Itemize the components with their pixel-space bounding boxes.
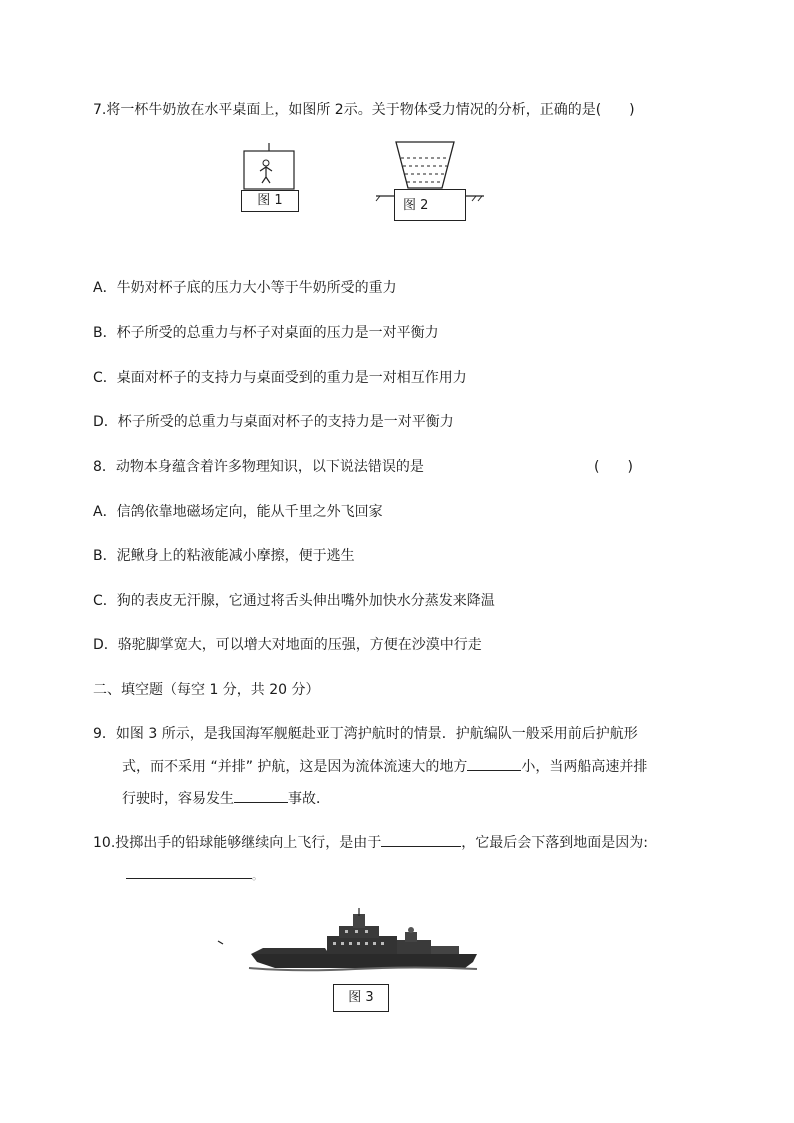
q9-blank-2[interactable] xyxy=(234,788,288,803)
q10-line-2 xyxy=(126,864,263,886)
q10-line-2-end: 。 xyxy=(252,869,263,882)
q9-line-3-text-b: 事故． xyxy=(288,791,330,807)
q7-stem: 7.将一杯牛奶放在水平桌面上，如图所 2示。关于物体受力情况的分析，正确的是( ) xyxy=(93,102,635,118)
q8-stem: 8．动物本身蕴含着许多物理知识，以下说法错误的是 xyxy=(93,459,424,475)
q7-option-c: C．桌面对杯子的支持力与桌面受到的重力是一对相互作用力 xyxy=(93,370,467,386)
q8-option-a: A．信鸽依靠地磁场定向，能从千里之外飞回家 xyxy=(93,504,383,520)
q10-blank-2[interactable] xyxy=(126,864,252,879)
q9-line-3 xyxy=(122,788,330,809)
figure-3-label: 图 3 xyxy=(333,984,389,1012)
q10-line-1 xyxy=(93,832,648,853)
q7-option-a: A．牛奶对杯子底的压力大小等于牛奶所受的重力 xyxy=(93,280,397,296)
q8-option-c: C．狗的表皮无汗腺，它通过将舌头伸出嘴外加快水分蒸发来降温 xyxy=(93,593,495,609)
q9-line-3-text-a: 行驶时，容易发生 xyxy=(122,791,234,807)
q7-option-b: B．杯子所受的总重力与杯子对桌面的压力是一对平衡力 xyxy=(93,325,439,341)
q9-line-2-text-b: 小，当两船高速并排 xyxy=(521,759,648,775)
q9-line-2-text-a: 式，而不采用 “并排” 护航，这是因为流体流速大的地方 xyxy=(122,759,468,775)
figure-1-drawing xyxy=(240,143,300,193)
q9-blank-1[interactable] xyxy=(467,756,521,771)
q7-option-d: D．杯子所受的总重力与桌面对杯子的支持力是一对平衡力 xyxy=(93,414,454,430)
q10-blank-1[interactable] xyxy=(381,832,461,847)
figure-3-warship-drawing xyxy=(215,908,485,978)
q10-line-1-text-a: 10.投掷出手的铅球能够继续向上飞行，是由于 xyxy=(93,835,382,851)
q9-line-2 xyxy=(122,756,647,777)
section-heading-fill-in: 二、填空题（每空 1 分，共 20 分） xyxy=(93,682,320,698)
q8-option-d: D．骆驼脚掌宽大，可以增大对地面的压强，方便在沙漠中行走 xyxy=(93,637,482,653)
figure-2-label: 图 2 xyxy=(394,189,466,221)
figure-1-label: 图 1 xyxy=(241,190,299,212)
q10-line-1-text-b: ，它最后会下落到地面是因为: xyxy=(461,835,648,851)
q8-answer-bracket: ( ) xyxy=(594,459,633,475)
q9-line-1: 9．如图 3 所示，是我国海军舰艇赴亚丁湾护航时的情景．护航编队一般采用前后护航形 xyxy=(93,726,638,742)
q8-option-b: B．泥鳅身上的粘液能减小摩擦，便于逃生 xyxy=(93,548,355,564)
